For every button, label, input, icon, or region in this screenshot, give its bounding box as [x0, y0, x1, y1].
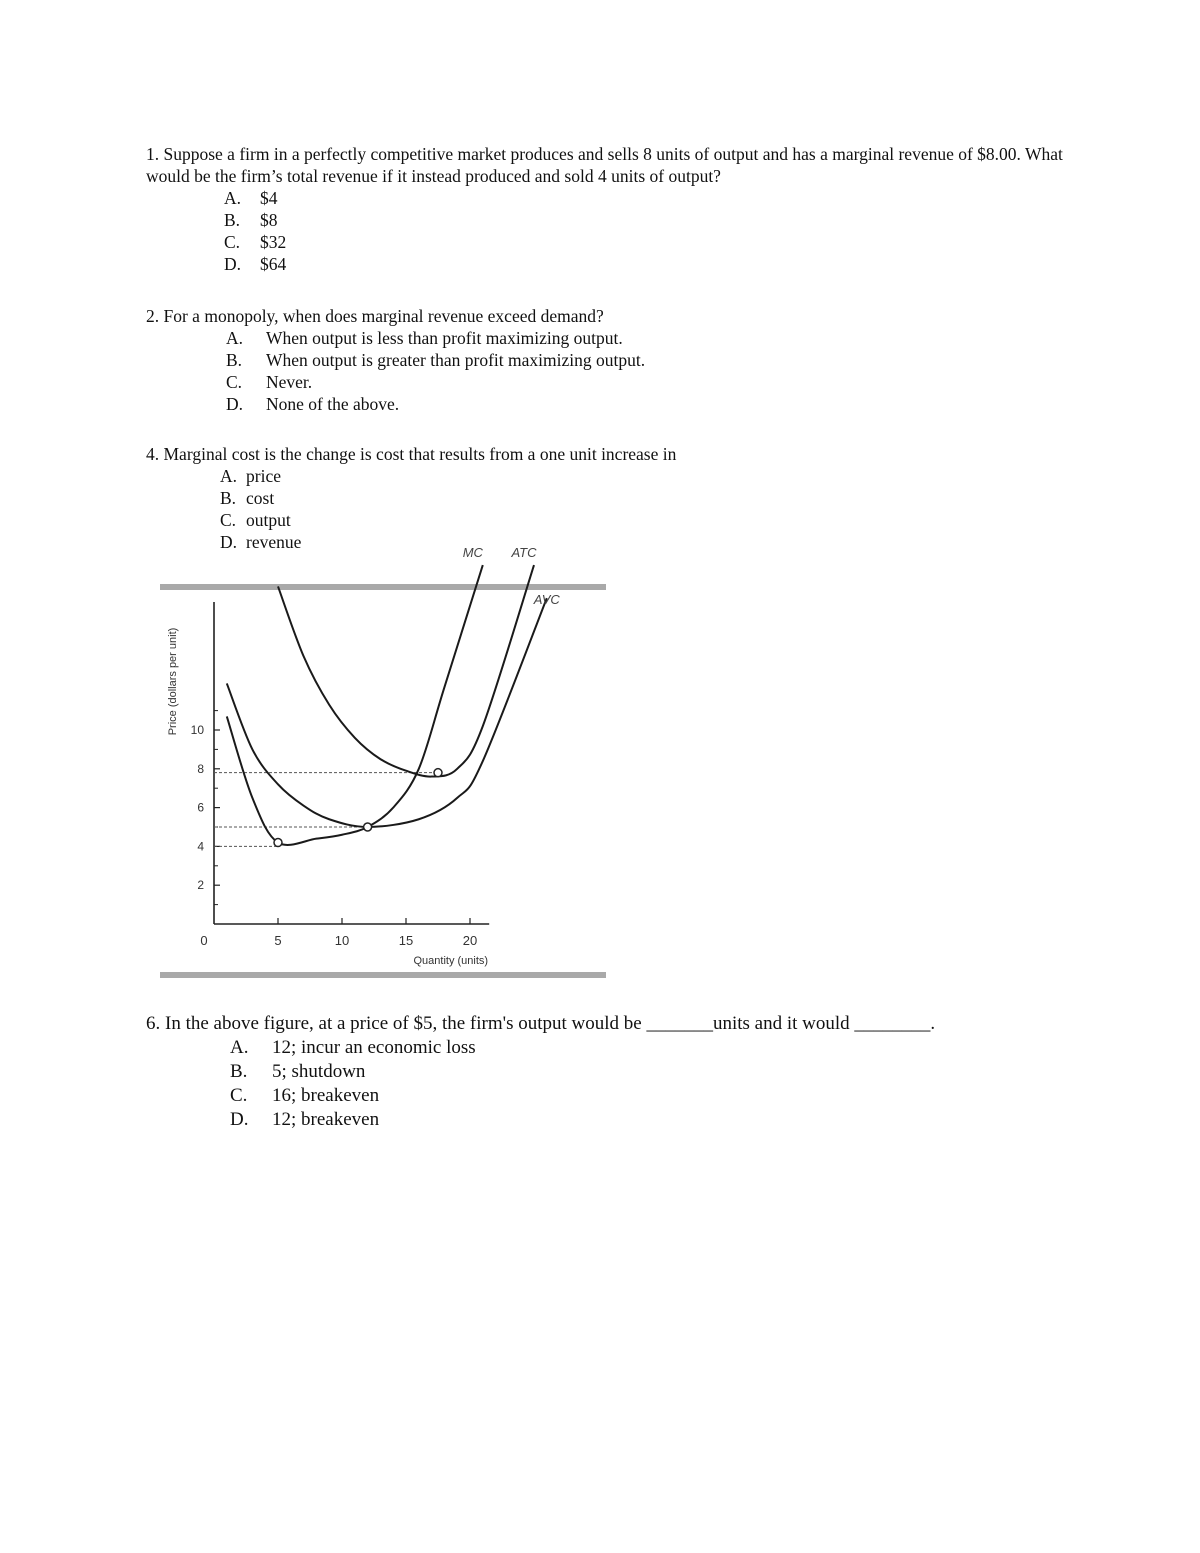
answer-option[interactable]: [230, 1108, 1086, 1132]
option-text: Never.: [266, 372, 313, 392]
option-text: $64: [260, 254, 287, 274]
question-stem: 1. Suppose a firm in a perfectly competitive market produces and sells 8 units of output and has a marginal revenue of $8.00. What would be the firm’s total revenue if it instead produced and sold 4 units of output?: [146, 144, 1063, 186]
curve-label-atc: ATC: [511, 545, 537, 561]
answer-option[interactable]: [220, 487, 846, 509]
option-letter: A.: [220, 466, 238, 486]
option-letter: B.: [224, 210, 241, 230]
question-2: [146, 305, 846, 415]
option-letter: D.: [230, 1109, 249, 1130]
x-tick-label: 20: [462, 933, 478, 948]
option-text: 5; shutdown: [272, 1061, 366, 1082]
question-1: [146, 143, 1066, 275]
answer-option[interactable]: [224, 253, 1066, 275]
answer-options: [230, 1036, 1086, 1132]
answer-option[interactable]: [224, 209, 1066, 231]
option-text: output: [246, 510, 291, 530]
x-tick-label: 15: [398, 933, 414, 948]
option-text: $32: [260, 232, 287, 252]
answer-option[interactable]: [226, 349, 846, 371]
option-text: When output is less than profit maximizing output.: [266, 328, 623, 348]
curve-label-avc: AVC: [533, 592, 560, 608]
option-letter: C.: [230, 1085, 248, 1106]
option-text: cost: [246, 488, 275, 508]
option-letter: C.: [226, 372, 243, 392]
answer-options: [226, 327, 846, 415]
answer-option[interactable]: [226, 327, 846, 349]
option-letter: D.: [220, 532, 238, 552]
option-letter: A.: [226, 328, 244, 348]
curve-atc: [278, 565, 534, 776]
option-letter: C.: [220, 510, 237, 530]
option-text: $4: [260, 188, 278, 208]
curve-avc: [227, 598, 547, 827]
y-axis-title: Price (dollars per unit): [167, 627, 179, 736]
option-letter: B.: [220, 488, 237, 508]
y-tick-label: 6: [197, 800, 204, 815]
curve-label-mc: MC: [462, 545, 483, 561]
answer-options: [224, 187, 1066, 275]
marked-point: [364, 823, 372, 831]
cost-curves-figure: [156, 545, 612, 986]
answer-option[interactable]: [224, 231, 1066, 253]
x-tick-label: 5: [274, 933, 282, 948]
y-tick-label: 4: [197, 839, 204, 854]
y-tick-label: 2: [197, 878, 204, 893]
figure-top-rule: [160, 584, 606, 590]
y-tick-label: 8: [197, 761, 204, 776]
option-text: price: [246, 466, 281, 486]
x-tick-label: 0: [200, 933, 208, 948]
cost-curves-chart: [156, 545, 612, 986]
answer-option[interactable]: [230, 1084, 1086, 1108]
marked-point: [434, 769, 442, 777]
x-axis-title: Quantity (units): [413, 955, 489, 967]
answer-options: [220, 465, 846, 553]
marked-point: [274, 839, 282, 847]
answer-option[interactable]: [230, 1036, 1086, 1060]
option-letter: B.: [226, 350, 243, 370]
answer-option[interactable]: [220, 465, 846, 487]
answer-option[interactable]: [226, 371, 846, 393]
figure-bottom-rule: [160, 972, 606, 978]
option-letter: C.: [224, 232, 241, 252]
option-letter: D.: [226, 394, 244, 414]
option-text: None of the above.: [266, 394, 400, 414]
option-text: revenue: [246, 532, 302, 552]
option-letter: B.: [230, 1061, 248, 1082]
option-letter: D.: [224, 254, 242, 274]
option-text: 12; incur an economic loss: [272, 1037, 476, 1058]
question-4: [146, 443, 846, 553]
answer-option[interactable]: [220, 509, 846, 531]
question-stem: 2. For a monopoly, when does marginal revenue exceed demand?: [146, 306, 604, 326]
y-tick-label: 10: [190, 723, 204, 737]
option-text: When output is greater than profit maximizing output.: [266, 350, 646, 370]
option-text: 16; breakeven: [272, 1085, 380, 1106]
answer-option[interactable]: [226, 393, 846, 415]
option-letter: A.: [224, 188, 242, 208]
curve-mc: [227, 565, 483, 845]
question-stem: 4. Marginal cost is the change is cost that results from a one unit increase in: [146, 444, 677, 464]
answer-option[interactable]: [224, 187, 1066, 209]
answer-option[interactable]: [230, 1060, 1086, 1084]
x-tick-label: 10: [334, 933, 350, 948]
option-letter: A.: [230, 1037, 249, 1058]
question-6: [146, 1012, 1086, 1132]
option-text: $8: [260, 210, 278, 230]
question-stem: 6. In the above figure, at a price of $5, the firm's output would be _______units and it would ________.: [146, 1013, 936, 1034]
option-text: 12; breakeven: [272, 1109, 380, 1130]
